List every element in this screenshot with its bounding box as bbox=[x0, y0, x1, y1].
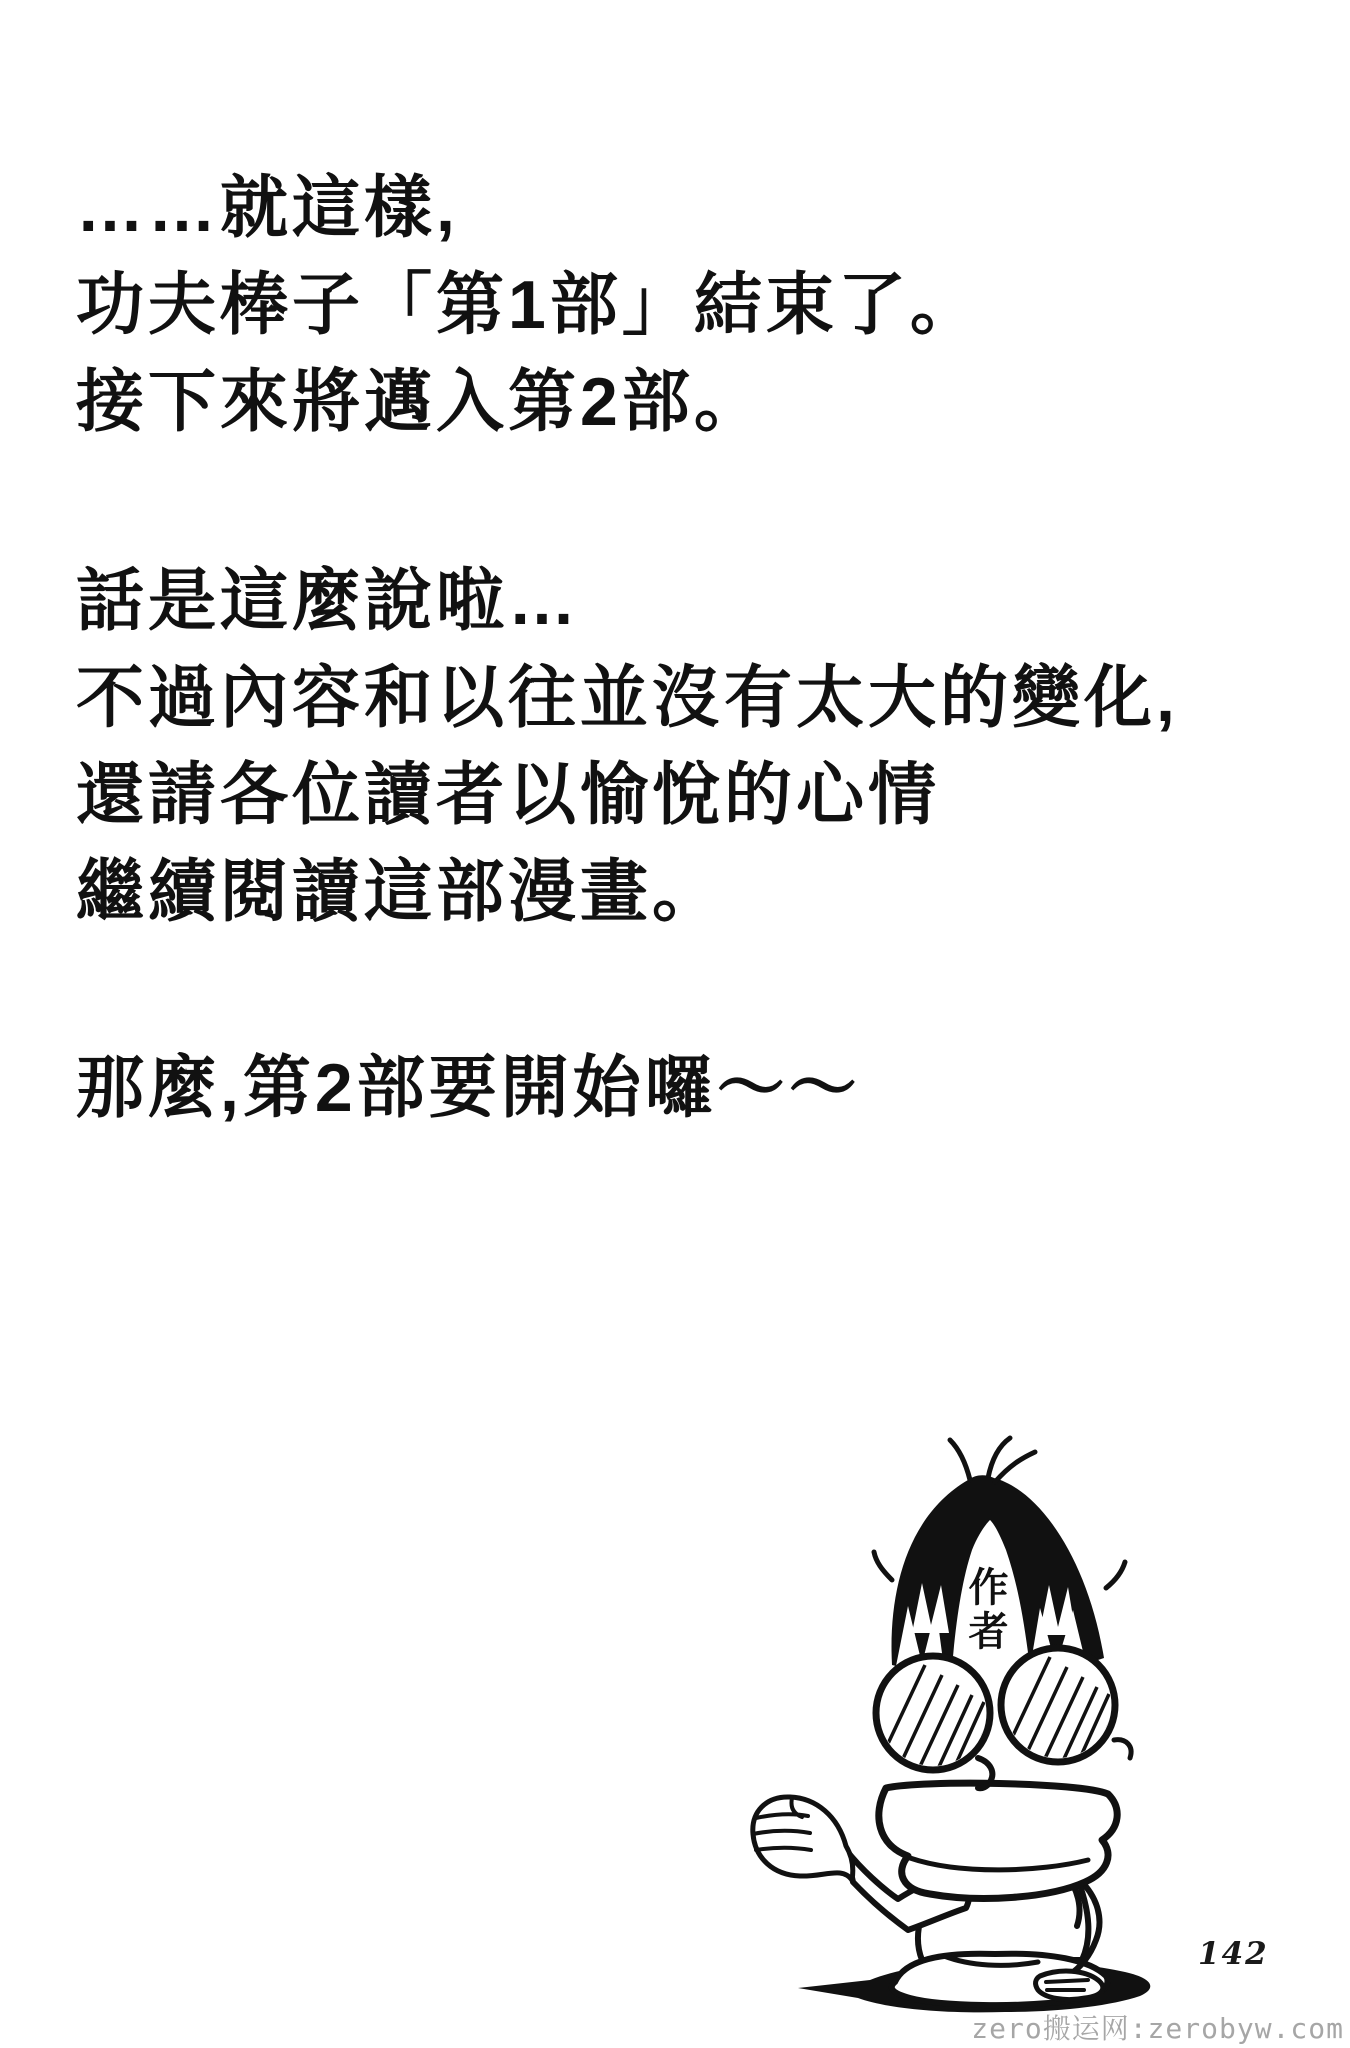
right-glasses-lens bbox=[1001, 1648, 1115, 1762]
afterword-line: 話是這麼說啦… bbox=[76, 563, 581, 639]
left-glasses-lens bbox=[876, 1656, 990, 1770]
watermark-text: zero搬运网:zerobyw.com bbox=[971, 2012, 1344, 2045]
cheek-hook bbox=[1114, 1740, 1131, 1758]
afterword-paragraph-2 bbox=[76, 553, 1179, 941]
author-character-illustration bbox=[540, 1420, 1160, 2020]
afterword-paragraph-3 bbox=[76, 1040, 861, 1137]
afterword-line: 那麼,第2部要開始囉～～ bbox=[76, 1050, 861, 1126]
muzzle bbox=[879, 1783, 1117, 1898]
afterword-line: 還請各位讀者以愉悅的心情 bbox=[76, 757, 941, 833]
afterword-line: 接下來將邁入第2部。 bbox=[76, 364, 766, 440]
foot bbox=[1036, 1971, 1103, 2000]
afterword-paragraph-1 bbox=[76, 160, 982, 451]
afterword-line: ……就這樣, bbox=[76, 170, 459, 246]
author-forehead-label: 作者 bbox=[963, 1566, 1007, 1654]
afterword-line: 不過內容和以往並沒有太大的變化, bbox=[76, 660, 1179, 736]
page-number: 142 bbox=[1198, 1936, 1269, 1972]
afterword-line: 功夫棒子「第1部」結束了。 bbox=[76, 267, 982, 343]
open-hand bbox=[753, 1797, 853, 1880]
afterword-line: 繼續閱讀這部漫畫。 bbox=[76, 854, 725, 930]
